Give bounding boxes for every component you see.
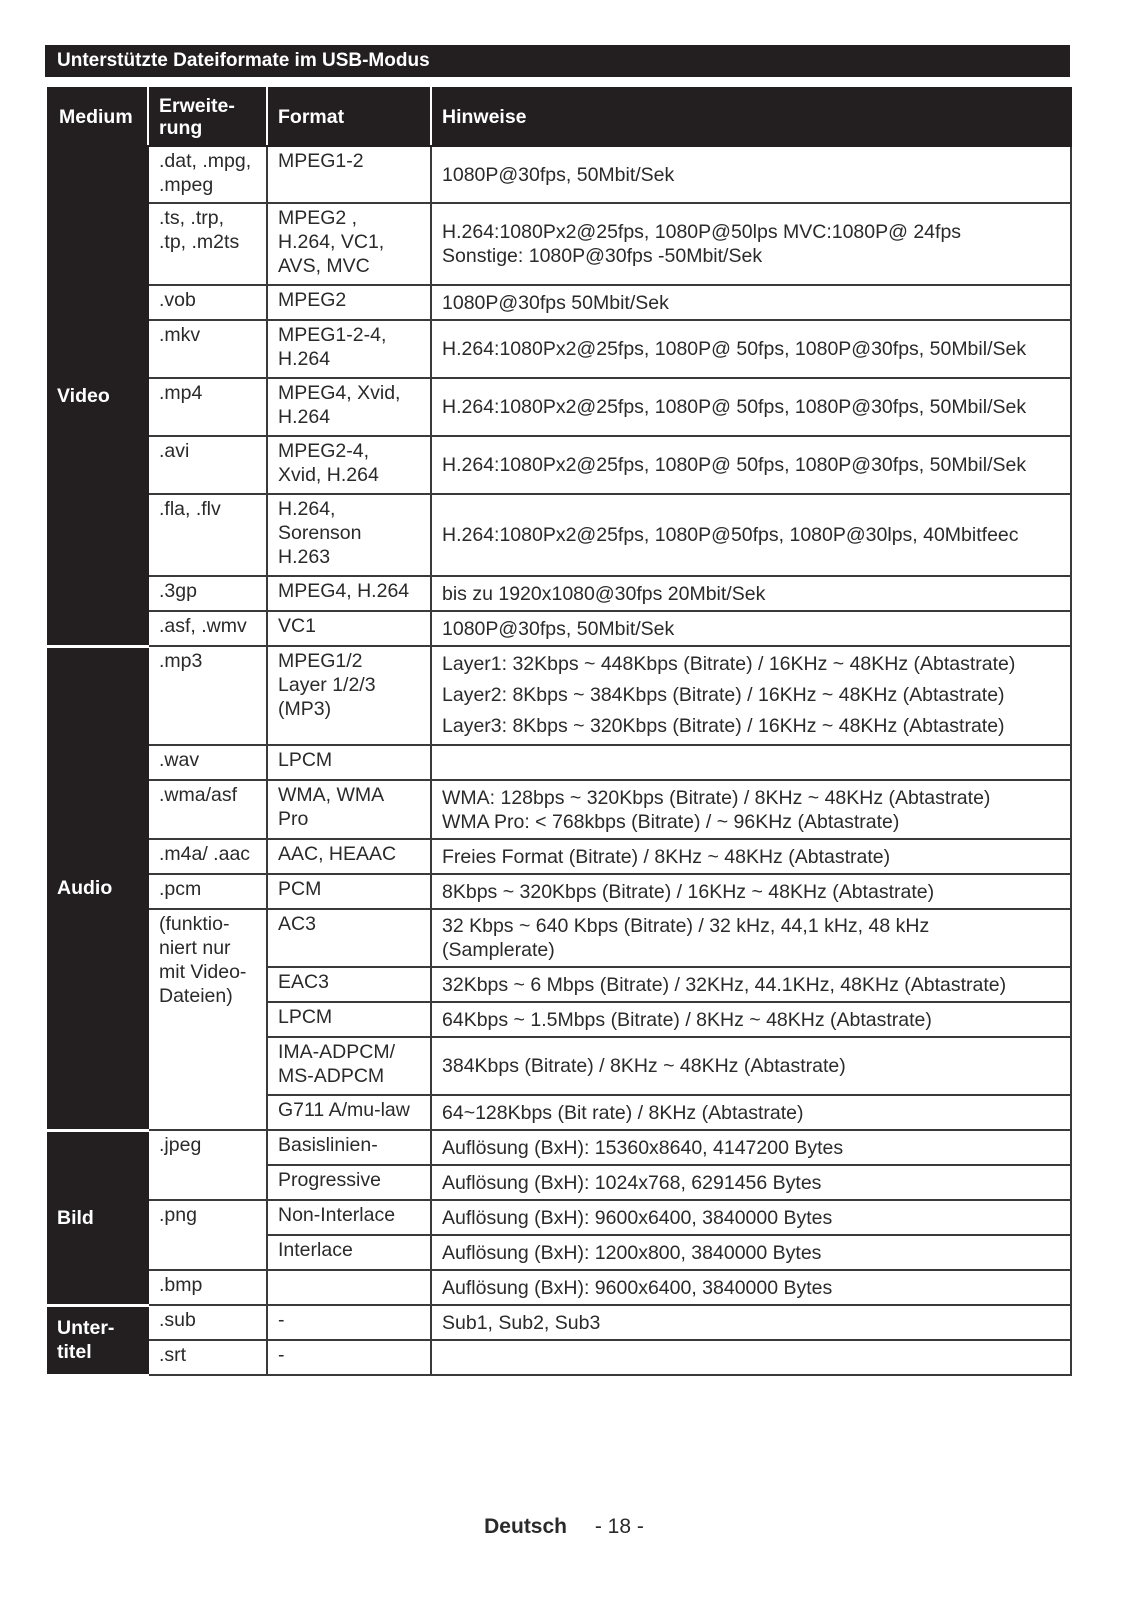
format-cell: Non-Interlace [267, 1200, 431, 1235]
notes-line: 64~128Kbps (Bit rate) / 8KHz (Abtastrate) [442, 1101, 804, 1124]
notes-cell [431, 1095, 1071, 1130]
extension-cell: .srt [148, 1340, 267, 1375]
table-row [48, 203, 1071, 285]
format-cell: WMA, WMA Pro [267, 780, 431, 839]
footer-language: Deutsch [484, 1515, 567, 1538]
notes-line: WMA: 128bps ~ 320Kbps (Bitrate) / 8KHz ~ 48KHz (Abtastrate) [442, 786, 991, 809]
notes-cell [431, 320, 1071, 378]
notes-line: 1080P@30fps, 50Mbit/Sek [442, 617, 675, 640]
medium-cell-video: Video [48, 146, 148, 646]
extension-cell: .bmp [148, 1270, 267, 1305]
notes-line: Layer1: 32Kbps ~ 448Kbps (Bitrate) / 16KHz ~ 48KHz (Abtastrate) [442, 653, 1016, 675]
table-row [48, 378, 1071, 436]
notes-line: H.264:1080Px2@25fps, 1080P@ 50fps, 1080P@30fps, 50Mbil/Sek [442, 454, 1027, 476]
notes-line: H.264:1080Px2@25fps, 1080P@50fps, 1080P@30lps, 40Mbitfeec [442, 524, 1019, 546]
format-cell: MPEG4, Xvid, H.264 [267, 378, 431, 436]
table-row [48, 874, 1071, 909]
notes-cell [431, 1235, 1071, 1270]
notes-line: WMA Pro: < 768kbps (Bitrate) / ~ 96KHz (Abtastrate) [442, 810, 900, 833]
table-row [48, 1340, 1071, 1375]
format-cell: IMA-ADPCM/ MS-ADPCM [267, 1037, 431, 1095]
medium-cell-subtitle: Unter- titel [48, 1305, 148, 1375]
format-cell: MPEG1-2 [267, 146, 431, 203]
notes-line: 64Kbps ~ 1.5Mbps (Bitrate) / 8KHz ~ 48KHz (Abtastrate) [442, 1008, 932, 1031]
notes-line: H.264:1080Px2@25fps, 1080P@50lps MVC:1080P@ 24fps [442, 221, 962, 243]
notes-line: 1080P@30fps 50Mbit/Sek [442, 291, 669, 314]
extension-cell: (funktio- niert nur mit Video- Dateien) [148, 909, 267, 1130]
extension-cell: .ts, .trp, .tp, .m2ts [148, 203, 267, 285]
table-row [48, 1200, 1071, 1235]
page-number: - 18 - [594, 1515, 644, 1538]
notes-cell [431, 285, 1071, 320]
notes-line: Auflösung (BxH): 1200x800, 3840000 Bytes [442, 1241, 822, 1264]
notes-cell [431, 839, 1071, 874]
format-cell: EAC3 [267, 967, 431, 1002]
table-row [48, 1130, 1071, 1165]
table-row [48, 780, 1071, 839]
notes-line: Sub1, Sub2, Sub3 [442, 1311, 601, 1334]
format-cell: - [267, 1340, 431, 1375]
notes-cell [431, 1002, 1071, 1037]
notes-line: 32Kbps ~ 6 Mbps (Bitrate) / 32KHz, 44.1KHz, 48KHz (Abtastrate) [442, 973, 1007, 996]
extension-cell: .3gp [148, 576, 267, 611]
notes-line: Auflösung (BxH): 1024x768, 6291456 Bytes [442, 1171, 822, 1194]
notes-cell [431, 1037, 1071, 1095]
format-cell: MPEG2-4, Xvid, H.264 [267, 436, 431, 494]
notes-cell [431, 1340, 1071, 1375]
notes-cell [431, 576, 1071, 611]
notes-cell [431, 494, 1071, 576]
format-cell [267, 1270, 431, 1305]
header-notes: Hinweise [431, 88, 1071, 146]
notes-cell [431, 611, 1071, 646]
notes-cell [431, 745, 1071, 780]
notes-cell [431, 909, 1071, 967]
format-cell: H.264, Sorenson H.263 [267, 494, 431, 576]
notes-line: Auflösung (BxH): 9600x6400, 3840000 Bytes [442, 1276, 833, 1299]
extension-cell: .asf, .wmv [148, 611, 267, 646]
format-cell: MPEG2 [267, 285, 431, 320]
extension-cell: .mp3 [148, 646, 267, 745]
notes-line: Layer2: 8Kbps ~ 384Kbps (Bitrate) / 16KHz ~ 48KHz (Abtastrate) [442, 684, 1005, 706]
format-cell: PCM [267, 874, 431, 909]
table-row [48, 146, 1071, 203]
format-cell: Basislinien- [267, 1130, 431, 1165]
supported-formats-table [47, 87, 1072, 1377]
notes-line: 32 Kbps ~ 640 Kbps (Bitrate) / 32 kHz, 44,1 kHz, 48 kHz [442, 915, 930, 937]
notes-line: Layer3: 8Kbps ~ 320Kbps (Bitrate) / 16KHz ~ 48KHz (Abtastrate) [442, 715, 1005, 737]
medium-cell-image: Bild [48, 1130, 148, 1305]
table-row [48, 839, 1071, 874]
table-row [48, 285, 1071, 320]
extension-cell: .pcm [148, 874, 267, 909]
notes-cell [431, 646, 1071, 745]
table-row [48, 646, 1071, 745]
table-row [48, 1270, 1071, 1305]
notes-line: Auflösung (BxH): 15360x8640, 4147200 Bytes [442, 1136, 844, 1159]
extension-cell: .dat, .mpg, .mpeg [148, 146, 267, 203]
extension-cell: .png [148, 1200, 267, 1270]
format-cell: MPEG1/2 Layer 1/2/3 (MP3) [267, 646, 431, 745]
table-header-row [48, 88, 1071, 146]
table-row [48, 745, 1071, 780]
notes-cell [431, 1130, 1071, 1165]
table-row [48, 611, 1071, 646]
extension-cell: .jpeg [148, 1130, 267, 1200]
extension-cell: .wav [148, 745, 267, 780]
table-row [48, 320, 1071, 378]
notes-line: H.264:1080Px2@25fps, 1080P@ 50fps, 1080P@30fps, 50Mbil/Sek [442, 396, 1027, 418]
table-row [48, 909, 1071, 967]
medium-cell-audio: Audio [48, 646, 148, 1130]
notes-line: 1080P@30fps, 50Mbit/Sek [442, 163, 675, 186]
format-cell: MPEG4, H.264 [267, 576, 431, 611]
notes-line: Auflösung (BxH): 9600x6400, 3840000 Bytes [442, 1206, 833, 1229]
extension-cell: .wma/asf [148, 780, 267, 839]
extension-cell: .sub [148, 1305, 267, 1340]
notes-cell [431, 1165, 1071, 1200]
format-cell: Interlace [267, 1235, 431, 1270]
format-cell: AC3 [267, 909, 431, 967]
format-cell: AAC, HEAAC [267, 839, 431, 874]
table-row [48, 576, 1071, 611]
notes-cell [431, 874, 1071, 909]
notes-cell [431, 1200, 1071, 1235]
format-cell: G711 A/mu-law [267, 1095, 431, 1130]
extension-cell: .avi [148, 436, 267, 494]
header-format: Format [267, 88, 431, 146]
page-footer [0, 1515, 1128, 1539]
notes-line: 384Kbps (Bitrate) / 8KHz ~ 48KHz (Abtastrate) [442, 1055, 846, 1077]
notes-cell [431, 203, 1071, 285]
notes-cell [431, 436, 1071, 494]
format-cell: LPCM [267, 745, 431, 780]
notes-line: H.264:1080Px2@25fps, 1080P@ 50fps, 1080P@30fps, 50Mbil/Sek [442, 338, 1027, 360]
notes-line: Freies Format (Bitrate) / 8KHz ~ 48KHz (Abtastrate) [442, 845, 891, 868]
notes-cell [431, 1305, 1071, 1340]
notes-cell [431, 378, 1071, 436]
header-extension: Erweite- rung [148, 88, 267, 146]
notes-line: Sonstige: 1080P@30fps -50Mbit/Sek [442, 245, 763, 267]
notes-cell [431, 780, 1071, 839]
format-cell: MPEG2 , H.264, VC1, AVS, MVC [267, 203, 431, 285]
notes-line: 8Kbps ~ 320Kbps (Bitrate) / 16KHz ~ 48KHz (Abtastrate) [442, 880, 935, 903]
notes-line: (Samplerate) [442, 939, 555, 961]
format-cell: Progressive [267, 1165, 431, 1200]
format-cell: MPEG1-2-4, H.264 [267, 320, 431, 378]
table-row [48, 436, 1071, 494]
section-title: Unterstützte Dateiformate im USB-Modus [45, 45, 1070, 77]
format-cell: VC1 [267, 611, 431, 646]
extension-cell: .fla, .flv [148, 494, 267, 576]
extension-cell: .m4a/ .aac [148, 839, 267, 874]
table-row [48, 494, 1071, 576]
notes-cell [431, 1270, 1071, 1305]
extension-cell: .mkv [148, 320, 267, 378]
extension-cell: .vob [148, 285, 267, 320]
notes-cell [431, 967, 1071, 1002]
notes-line: bis zu 1920x1080@30fps 20Mbit/Sek [442, 582, 766, 605]
format-cell: LPCM [267, 1002, 431, 1037]
extension-cell: .mp4 [148, 378, 267, 436]
header-medium: Medium [48, 88, 148, 146]
notes-cell [431, 146, 1071, 203]
table-row [48, 1305, 1071, 1340]
format-cell: - [267, 1305, 431, 1340]
